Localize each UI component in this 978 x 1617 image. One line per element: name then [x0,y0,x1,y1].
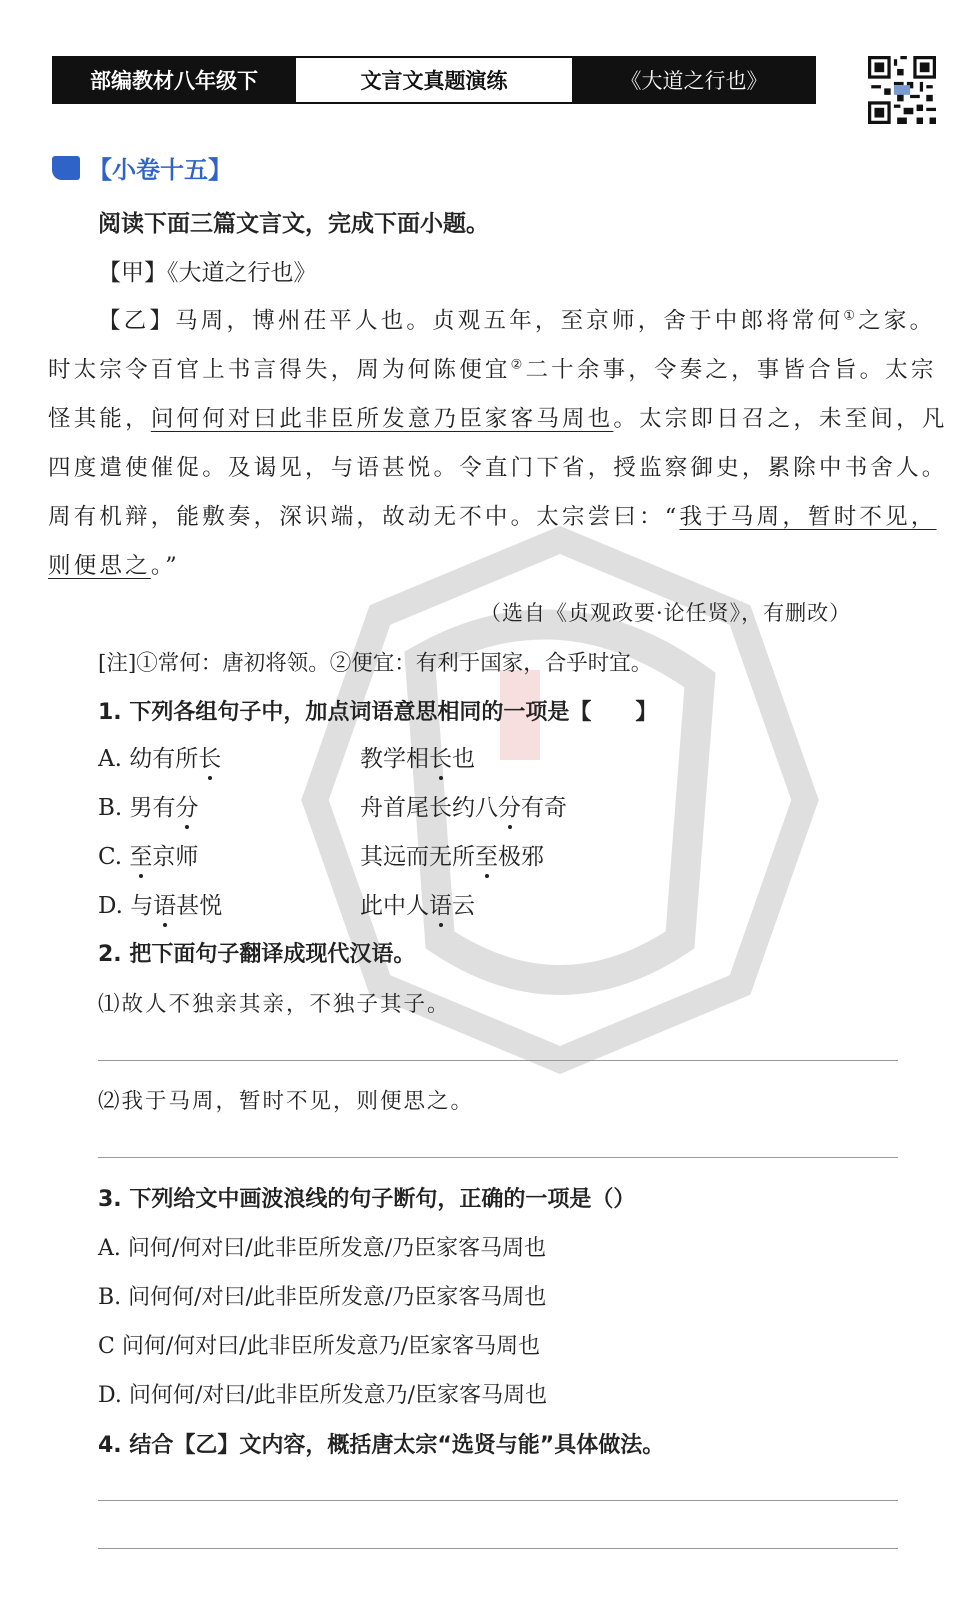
q1-option-a-left [98,740,221,773]
underlined-sentence: 则便思之 [48,553,151,579]
underlined-sentence: 我于马周，暂时不见， [679,504,937,530]
answer-line[interactable] [98,1548,898,1549]
option-text: 舟首尾长约八 [360,795,498,821]
option-text: D. 与 [98,893,154,919]
footnote-mark: ② [510,357,526,373]
answer-line[interactable] [98,1060,898,1061]
q3-option-b: B. 问何何/对曰/此非臣所发意/乃臣家客马周也 [98,1285,547,1310]
header-topic: 文言文真题演练 [294,58,574,102]
q1-option-c-left [98,838,198,871]
q1-option-c-right [360,838,544,871]
section-title [52,150,232,185]
passage-text: 周有机辩，能敷奏，深识端，故动无不中。太宗尝曰：“ [48,504,680,530]
dotted-word: 分 [175,795,199,821]
header-grade: 部编教材八年级下 [54,58,294,102]
q3-option-a: A. 问何/何对曰/此非臣所发意/乃臣家客马周也 [98,1236,547,1261]
answer-line[interactable] [98,1157,898,1158]
dotted-word: 分 [498,795,521,821]
option-text: 极邪 [498,844,544,870]
question-4-stem: 4. 结合【乙】文内容，概括唐太宗“选贤与能”具体做法。 [98,1433,665,1458]
passage-text: 二十余事，令奏之，事皆合旨。太宗 [525,357,937,383]
q2-sentence-1: ⑴故人不独亲其亲，不独子其子。 [98,992,451,1017]
dotted-word: 长 [429,746,452,772]
option-text: 也 [452,746,475,772]
option-text: 此中人 [360,893,429,919]
bookmark-icon [52,156,80,180]
question-1-stem: 1. 下列各组句子中，加点词语意思相同的一项是【 】 [98,700,658,725]
passage-text: 怪其能， [48,406,151,432]
footnote-mark: ① [843,308,859,324]
option-text: A. 幼有所 [98,746,199,772]
passage-yi-line [48,352,937,384]
footnote: [注]①常何：唐初将领。②便宜：有利于国家，合乎时宜。 [98,651,653,676]
q1-option-d-left [98,887,222,920]
q1-option-b-left [98,789,199,822]
passage-source: （选自《贞观政要·论任贤》，有删改） [480,601,852,625]
passage-yi-line [98,303,935,335]
dotted-word: 至 [129,844,153,870]
qr-code-icon [868,56,936,124]
wavy-underlined-sentence: 问何何对曰此非臣所发意乃臣家客马周也 [150,406,614,432]
q1-option-a-right [360,740,475,773]
question-3-stem: 3. 下列给文中画波浪线的句子断句，正确的一项是（） [98,1187,636,1212]
passage-text: 。” [150,553,180,579]
question-2-stem: 2. 把下面句子翻译成现代汉语。 [98,942,416,967]
q2-sentence-2: ⑵我于马周，暂时不见，则便思之。 [98,1089,475,1114]
option-text: 教学相 [360,746,429,772]
dotted-word: 语 [429,893,452,919]
q3-option-c: C 问何/何对曰/此非臣所发意乃/臣家客马周也 [98,1334,541,1359]
option-text: 其远而无所 [360,844,475,870]
q1-option-b-right [360,789,567,822]
option-text: 甚悦 [176,893,223,919]
option-text: 京师 [152,844,199,870]
passage-yi-line [48,401,948,433]
answer-line[interactable] [98,1500,898,1501]
passage-yi-line: 四度遣使催促。及谒见，与语甚悦。令直门下省，授监察御史，累除中书舍人。 [48,455,948,481]
dotted-word: 至 [475,844,498,870]
passage-text: 之家。 [858,308,936,334]
option-text: C. [98,844,130,870]
passage-yi-line [48,548,180,580]
passage-text: 时太宗令百官上书言得失，周为何陈便宜 [48,357,511,383]
instruction: 阅读下面三篇文言文，完成下面小题。 [98,211,489,237]
header-bar [52,56,816,104]
option-text: B. 男有 [98,795,176,821]
section-title-text: 【小卷十五】 [88,156,232,184]
q1-option-d-right [360,887,475,920]
passage-jia-title: 【甲】《大道之行也》 [98,260,317,286]
q3-option-d: D. 问何何/对曰/此非臣所发意乃/臣家客马周也 [98,1383,548,1408]
header-title: 《大道之行也》 [574,58,814,102]
option-text: 云 [452,893,475,919]
dotted-word: 语 [153,893,177,919]
option-text: 有奇 [521,795,567,821]
passage-yi-line [48,499,937,531]
passage-text: 。太宗即日召之，未至间，凡 [613,406,948,432]
dotted-word: 长 [198,746,222,772]
passage-text: 【乙】马周，博州茌平人也。贞观五年，至京师，舍于中郎将常何 [98,308,844,334]
